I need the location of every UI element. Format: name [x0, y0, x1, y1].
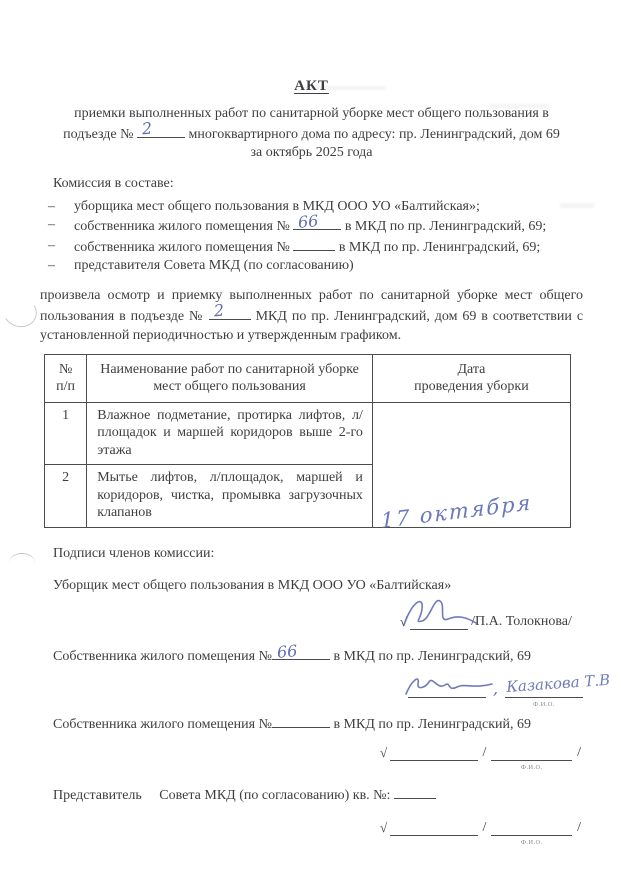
- signature-line: [408, 684, 486, 698]
- intro-line-2-pre: подъезде №: [63, 126, 134, 142]
- signature-line: [390, 747, 477, 761]
- member-text: представителя Совета МКД (по согласованию): [74, 258, 354, 273]
- owner1-label-post: в МКД по пр. Ленинградский, 69: [333, 649, 532, 665]
- cleaner-label: Уборщик мест общего пользования в МКД ООО УО «Балтийская»: [53, 578, 452, 594]
- header-num-line1: №: [58, 361, 73, 377]
- member-text-pre: собственника жилого помещения №: [74, 239, 290, 255]
- signature-name-line: [491, 822, 572, 847]
- intro-line-2-post: многоквартирного дома по адресу: пр. Ленинградский, дом 69: [188, 126, 560, 142]
- representative-signature-row: [380, 820, 583, 847]
- work-description: Мытье лифтов, л/площадок, маршей и коридоров, чистка, промывка загрузочных клапанов: [87, 465, 373, 528]
- cleaner-signature-row: [400, 614, 583, 630]
- entrance-number-blank-2: [209, 301, 251, 321]
- fio-label: Ф.И.О.: [520, 764, 543, 772]
- signature-scribble: [402, 672, 497, 700]
- handwritten-comma: ,: [492, 679, 499, 699]
- commission-member: [46, 257, 583, 275]
- owner1-signature-row: [408, 670, 611, 709]
- check-mark: √: [380, 745, 388, 761]
- body-post: МКД по пр. Ленинградский, дом 69 в соответствии с установленной периодичностью и утвержденным графиком.: [40, 309, 584, 343]
- check-mark: √: [400, 614, 408, 630]
- handwritten-date: 17 октября: [380, 490, 533, 534]
- header-date-line2: проведения уборки: [414, 379, 529, 395]
- table-header-row: [45, 354, 571, 402]
- slash-separator: /: [482, 820, 487, 836]
- header-date-line1: Дата: [457, 361, 486, 377]
- owner1-label-pre: Собственника жилого помещения №: [53, 649, 272, 665]
- slash-separator: /: [482, 745, 487, 761]
- handwritten-entrance-number: 2: [141, 118, 153, 139]
- owner1-apartment-blank: [272, 641, 330, 662]
- works-table: [44, 354, 571, 534]
- header-date: [372, 354, 570, 402]
- cleaner-name: /П.А. Толокнова/: [471, 614, 572, 630]
- signatures-heading: Подписи членов комиссии:: [53, 546, 215, 562]
- body-paragraph: [40, 287, 583, 345]
- scan-mark-dash: [9, 553, 35, 563]
- list-dash: –: [48, 198, 55, 214]
- handwritten-entrance-number-2: 2: [212, 301, 225, 321]
- owner2-label-post: в МКД по пр. Ленинградский, 69: [333, 717, 532, 733]
- list-dash: –: [48, 217, 55, 233]
- representative-label: [53, 785, 583, 804]
- commission-member: [46, 210, 583, 236]
- owner1-label: [53, 641, 583, 665]
- representative-apartment-blank: [394, 785, 436, 799]
- scan-mark-curve: [0, 293, 40, 331]
- row-number: 1: [45, 402, 87, 465]
- member-text: [74, 237, 540, 257]
- owner2-signature-row: [380, 745, 583, 772]
- representative-label-pre: Представитель: [53, 788, 142, 804]
- handwritten-name: Казакова Т.В: [505, 670, 611, 697]
- commission-member: [46, 237, 583, 257]
- apartment-number-blank: [293, 210, 341, 232]
- date-cell: [372, 402, 570, 534]
- list-dash: –: [48, 258, 55, 273]
- fio-label: Ф.И.О.: [533, 701, 555, 709]
- commission-heading: Комиссия в составе:: [53, 175, 174, 191]
- member-text-post: в МКД по пр. Ленинградский, 69;: [338, 239, 541, 255]
- intro-paragraph: [46, 105, 578, 163]
- signature-line: [390, 822, 477, 836]
- slash-separator: /: [577, 745, 581, 761]
- apartment-number-blank: [293, 237, 335, 251]
- signature-line: [410, 616, 468, 630]
- member-text-post: в МКД по пр. Ленинградский, 69;: [344, 219, 547, 235]
- member-text: [74, 210, 547, 236]
- table-row: [45, 402, 571, 465]
- signature-scribble: [400, 593, 480, 633]
- representative-label-post: Совета МКД (по согласованию) кв. №:: [159, 788, 391, 804]
- fio-label: Ф.И.О.: [520, 839, 543, 847]
- body-pre: произвела осмотр и приемку выполненных работ по санитарной уборке мест общего пользования в подъезде №: [40, 288, 583, 325]
- handwritten-apartment-number-2: 66: [276, 641, 299, 662]
- slash-separator: /: [577, 820, 581, 836]
- header-num-line2: п/п: [56, 379, 76, 395]
- owner2-label-pre: Собственника жилого помещения №: [53, 717, 272, 733]
- signature-name-line: [491, 747, 572, 772]
- header-num: [45, 354, 87, 402]
- owner2-apartment-blank: [272, 714, 330, 728]
- member-text-pre: собственника жилого помещения №: [74, 219, 290, 235]
- signature-name-line: [505, 670, 611, 709]
- check-mark: √: [380, 820, 388, 836]
- work-description: Влажное подметание, протирка лифтов, л/площадок и маршей коридоров выше 2-го этажа: [87, 402, 373, 465]
- commission-member-list: [46, 198, 583, 276]
- row-number: 2: [45, 465, 87, 528]
- owner2-label: [53, 714, 583, 733]
- intro-line-1: приемки выполненных работ по санитарной уборке мест общего пользования в: [74, 106, 549, 121]
- list-dash: –: [48, 237, 55, 253]
- entrance-number-blank: [137, 118, 185, 139]
- header-work: Наименование работ по санитарной уборке мест общего пользования: [87, 354, 373, 402]
- document-title: АКТ: [294, 78, 329, 94]
- intro-line-3: за октябрь 2025 года: [250, 145, 373, 161]
- member-text: уборщика мест общего пользования в МКД ООО УО «Балтийская»;: [74, 198, 480, 214]
- handwritten-apartment-number: 66: [297, 210, 320, 232]
